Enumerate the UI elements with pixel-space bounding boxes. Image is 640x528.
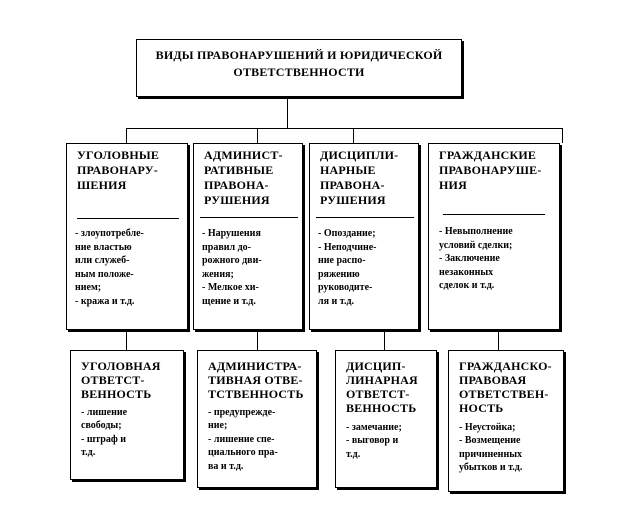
administrative-offenses-box xyxy=(193,143,303,330)
criminal-liability-examples: - лишение свободы; - штраф и т.д. xyxy=(81,407,128,459)
disciplinary-liability-examples: - замечание; - выговор и т.д. xyxy=(346,422,402,460)
disciplinary-liability-heading: ДИСЦИП- ЛИНАРНАЯ ОТВЕТСТ- ВЕННОСТЬ xyxy=(346,359,418,415)
administrative-offenses-heading: АДМИНИСТ- РАТИВНЫЕ ПРАВОНА- РУШЕНИЯ xyxy=(204,148,283,207)
administrative-liability-examples: - предупрежде- ние; - лишение спе- циального пра- ва и т.д. xyxy=(208,407,278,472)
criminal-liability-heading: УГОЛОВНАЯ ОТВЕТСТ- ВЕННОСТЬ xyxy=(81,359,161,401)
connector-criminal-down xyxy=(126,330,127,350)
connector-to-administrative xyxy=(257,128,258,143)
connector-to-civil xyxy=(562,128,563,143)
administrative-offenses-examples: - Нарушения правил до- рожного дви- жения; - Мелкое хи- щение и т.д. xyxy=(202,228,262,307)
diagram-title: ВИДЫ ПРАВОНАРУШЕНИЙ И ЮРИДИЧЕСКОЙ ОТВЕТСТВЕННОСТИ xyxy=(155,48,443,79)
disciplinary-offenses-heading: ДИСЦИПЛИ- НАРНЫЕ ПРАВОНА- РУШЕНИЯ xyxy=(320,148,399,207)
civil-liability-box xyxy=(448,350,564,492)
civil-offenses-heading: ГРАЖДАНСКИЕ ПРАВОНАРУШЕ- НИЯ xyxy=(439,148,542,192)
criminal-offenses-heading: УГОЛОВНЫЕ ПРАВОНАРУ- ШЕНИЯ xyxy=(77,148,160,192)
administrative-liability-box xyxy=(197,350,317,488)
divider xyxy=(443,214,545,215)
connector-civil-down xyxy=(498,330,499,350)
connector-to-criminal xyxy=(126,128,127,143)
divider xyxy=(200,217,298,218)
connector-administrative-down xyxy=(257,330,258,350)
connector-disciplinary-down xyxy=(384,330,385,350)
criminal-liability-box xyxy=(70,350,184,480)
divider xyxy=(77,218,179,219)
disciplinary-offenses-examples: - Опоздание; - Неподчине- ние распо- ряжению руководите- ля и т.д. xyxy=(318,228,377,307)
civil-offenses-box xyxy=(428,143,560,330)
title-box xyxy=(136,39,462,97)
criminal-offenses-examples: - злоупотребле- ние властью или служеб- ным положе- нием; - кража и т.д. xyxy=(75,228,144,307)
connector-horizontal-bus xyxy=(126,128,563,129)
divider xyxy=(316,217,414,218)
administrative-liability-heading: АДМИНИСТРА- ТИВНАЯ ОТВЕ- ТСТВЕННОСТЬ xyxy=(208,359,304,401)
civil-liability-examples: - Неустойка; - Возмещение причиненных убытков и т.д. xyxy=(459,422,523,474)
connector-to-disciplinary xyxy=(353,128,354,143)
disciplinary-offenses-box xyxy=(309,143,419,330)
civil-offenses-examples: - Невыполнение условий сделки; - Заключение незаконных сделок и т.д. xyxy=(439,226,513,292)
disciplinary-liability-box xyxy=(335,350,437,488)
criminal-offenses-box xyxy=(66,143,188,330)
civil-liability-heading: ГРАЖДАНСКО- ПРАВОВАЯ ОТВЕТСТВЕН- НОСТЬ xyxy=(459,359,552,415)
connector-title-down xyxy=(287,97,288,128)
